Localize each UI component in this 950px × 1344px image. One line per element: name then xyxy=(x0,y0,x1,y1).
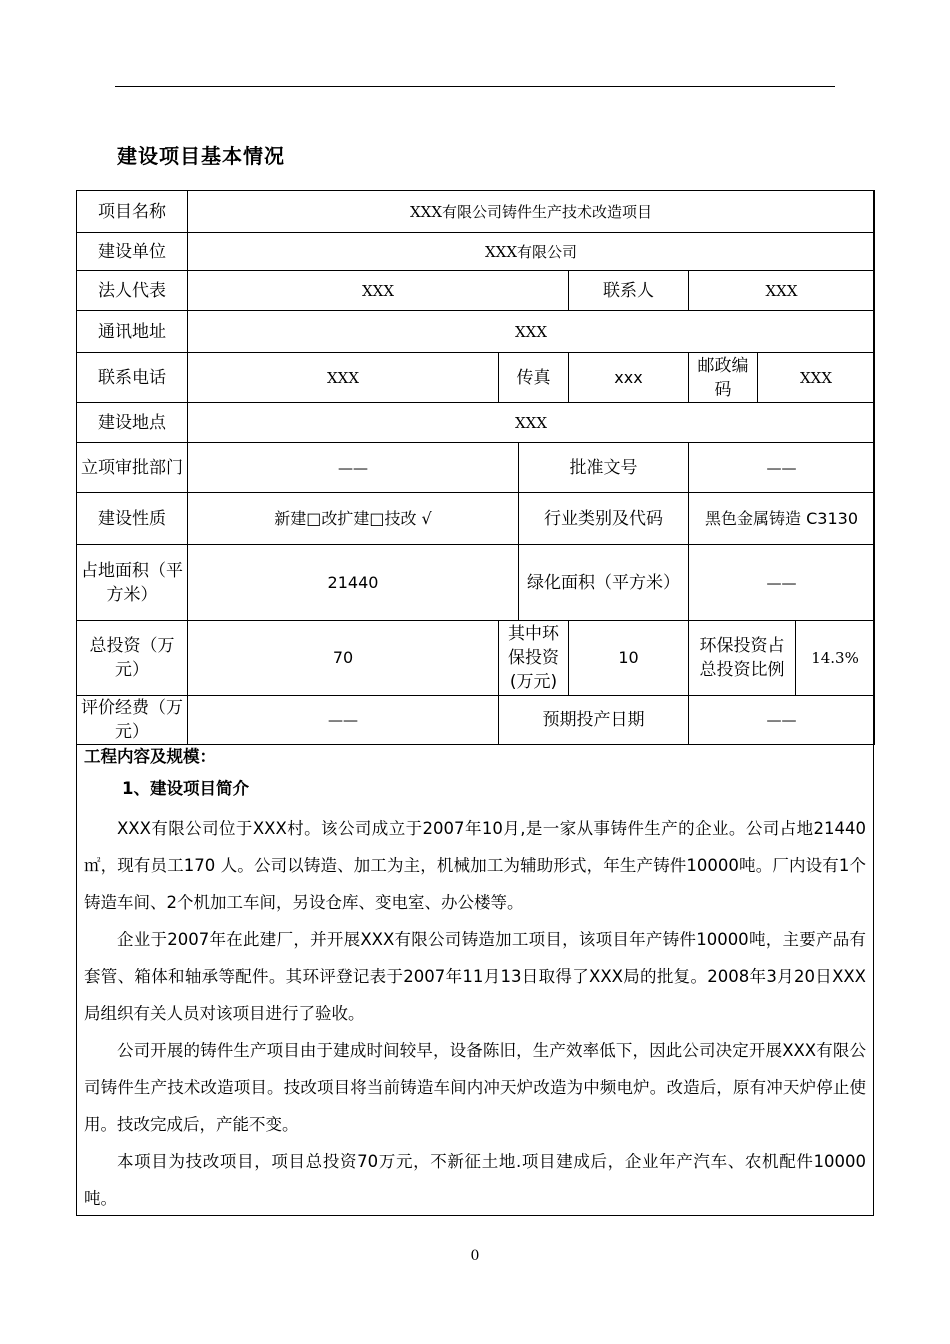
contact-value: XXX xyxy=(689,271,875,311)
prod-date-label: 预期投产日期 xyxy=(499,696,689,745)
site-value: XXX xyxy=(188,403,875,443)
industry-value: 黑色金属铸造 C3130 xyxy=(689,493,875,545)
paragraph: 公司开展的铸件生产项目由于建成时间较早，设备陈旧，生产效率低下，因此公司决定开展XXX有限公司铸件生产技术改造项目。技改项目将当前铸造车间内冲天炉改造为中频电炉。改造后，原有冲天炉停止使用。技改完成后，产能不变。 xyxy=(84,1041,866,1134)
project-content xyxy=(84,742,866,1217)
project-name-label: 项目名称 xyxy=(77,191,188,233)
invest-value: 70 xyxy=(188,621,499,696)
area-label: 占地面积（平方米） xyxy=(77,545,188,621)
eval-fee-label: 评价经费（万元） xyxy=(77,696,188,745)
fax-value: xxx xyxy=(569,353,689,403)
header-rule xyxy=(115,86,835,87)
section-title: 建设项目基本情况 xyxy=(117,144,285,168)
paragraph: 企业于2007年在此建厂，并开展XXX有限公司铸造加工项目，该项目年产铸件10000吨，主要产品有套管、箱体和轴承等配件。其环评登记表于2007年11月13日取得了XXX局的批复。2008年3月20日XXX局组织有关人员对该项目进行了验收。 xyxy=(84,930,866,1023)
address-label: 通讯地址 xyxy=(77,311,188,353)
approval-dept-value: —— xyxy=(188,443,519,493)
invest-label: 总投资（万元） xyxy=(77,621,188,696)
industry-label: 行业类别及代码 xyxy=(519,493,689,545)
row-legal-rep xyxy=(77,271,875,311)
row-nature xyxy=(77,493,875,545)
env-ratio-label: 环保投资占总投资比例 xyxy=(689,621,796,696)
eval-fee-value: —— xyxy=(188,696,499,745)
basic-info-table xyxy=(76,190,875,745)
approval-no-value: —— xyxy=(689,443,875,493)
site-label: 建设地点 xyxy=(77,403,188,443)
phone-label: 联系电话 xyxy=(77,353,188,403)
contact-label: 联系人 xyxy=(569,271,689,311)
phone-value: XXX xyxy=(188,353,499,403)
postcode-value: XXX xyxy=(758,353,875,403)
postcode-label: 邮政编码 xyxy=(689,353,758,403)
content-subheading: 1、建设项目简介 xyxy=(122,779,249,798)
fax-label: 传真 xyxy=(499,353,569,403)
area-value: 21440 xyxy=(188,545,519,621)
address-value: XXX xyxy=(188,311,875,353)
row-approval xyxy=(77,443,875,493)
content-heading: 工程内容及规模： xyxy=(84,747,216,766)
env-invest-value: 10 xyxy=(569,621,689,696)
row-area xyxy=(77,545,875,621)
builder-label: 建设单位 xyxy=(77,233,188,271)
row-builder xyxy=(77,233,875,271)
legal-rep-value: XXX xyxy=(188,271,569,311)
nature-value: 新建□改扩建□技改 √ xyxy=(188,493,519,545)
row-investment xyxy=(77,621,875,696)
paragraph: 本项目为技改项目，项目总投资70万元，不新征土地.项目建成后，企业年产汽车、农机配件10000吨。 xyxy=(84,1152,866,1208)
nature-label: 建设性质 xyxy=(77,493,188,545)
approval-dept-label: 立项审批部门 xyxy=(77,443,188,493)
row-project-name xyxy=(77,191,875,233)
row-address xyxy=(77,311,875,353)
builder-value: XXX有限公司 xyxy=(188,233,875,271)
row-eval xyxy=(77,696,875,745)
green-label: 绿化面积（平方米） xyxy=(519,545,689,621)
legal-rep-label: 法人代表 xyxy=(77,271,188,311)
green-value: —— xyxy=(689,545,875,621)
page-number: 0 xyxy=(470,1248,480,1264)
paragraph: XXX有限公司位于XXX村。该公司成立于2007年10月,是一家从事铸件生产的企业。公司占地21440㎡，现有员工170 人。公司以铸造、加工为主，机械加工为辅助形式，年生产铸件10000吨。厂内设有1个铸造车间、2个机加工车间，另设仓库、变电室、办公楼等。 xyxy=(84,819,866,912)
env-invest-label: 其中环保投资(万元) xyxy=(499,621,569,696)
project-name-value: XXX有限公司铸件生产技术改造项目 xyxy=(188,191,875,233)
env-ratio-value: 14.3% xyxy=(796,621,875,696)
row-phone xyxy=(77,353,875,403)
prod-date-value: —— xyxy=(689,696,875,745)
approval-no-label: 批准文号 xyxy=(519,443,689,493)
row-site xyxy=(77,403,875,443)
